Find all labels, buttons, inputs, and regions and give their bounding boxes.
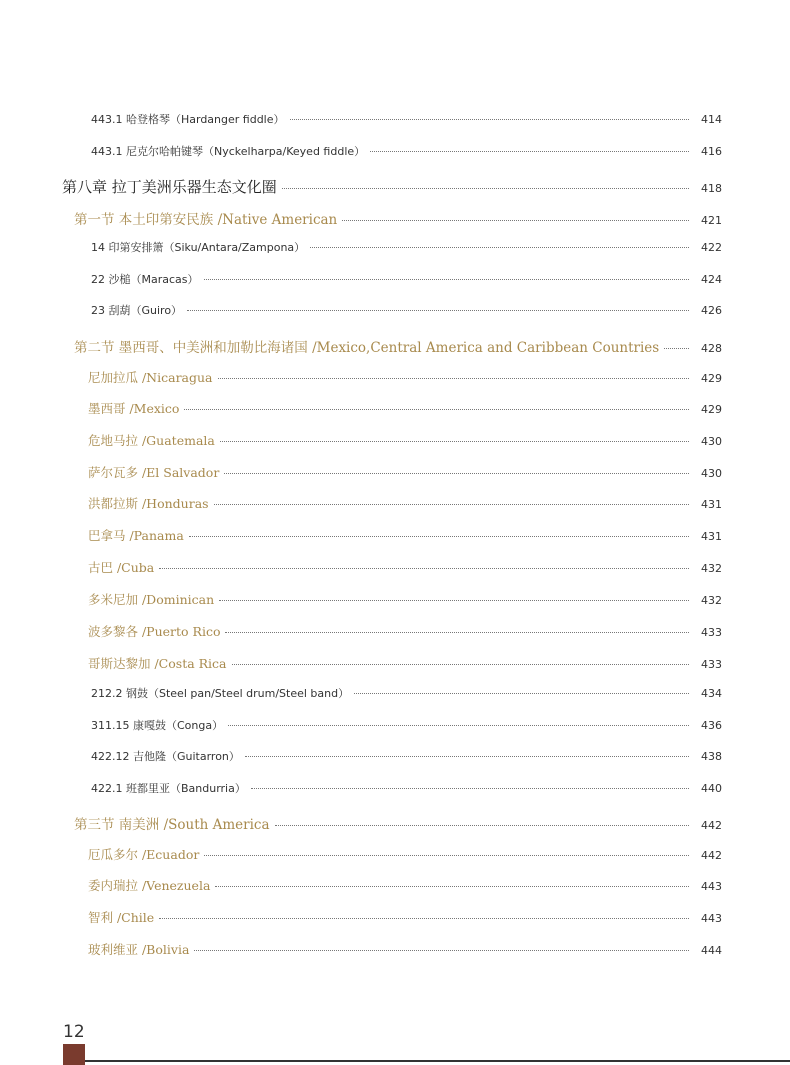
toc-entry-label: 巴拿马 /Panama	[88, 528, 184, 543]
dot-leader	[225, 632, 689, 633]
toc-entry-label: 危地马拉 /Guatemala	[88, 433, 215, 448]
toc-entry-label: 23 刮葫（Guiro）	[91, 304, 183, 317]
dot-leader	[370, 151, 689, 152]
toc-entry-country	[88, 940, 722, 958]
toc-entry-page: 429	[701, 372, 722, 385]
dot-leader	[194, 950, 689, 951]
toc-entry-page: 418	[701, 182, 722, 195]
toc-entry-page: 433	[701, 658, 722, 671]
toc-entry-country	[88, 431, 722, 449]
toc-entry-section	[74, 208, 722, 228]
toc-entry-page: 424	[701, 273, 722, 286]
dot-leader	[342, 220, 689, 221]
toc-entry-page: 433	[701, 626, 722, 639]
dot-leader	[220, 441, 689, 442]
toc-entry-country	[88, 622, 722, 640]
dot-leader	[215, 886, 689, 887]
dot-leader	[219, 600, 689, 601]
toc-entry-label: 第二节 墨西哥、中美洲和加勒比海诸国 /Mexico,Central America and Caribbean Countries	[74, 340, 660, 356]
dot-leader	[159, 918, 689, 919]
toc-entry-country	[88, 368, 722, 386]
toc-entry-country	[88, 908, 722, 926]
dot-leader	[214, 504, 689, 505]
toc-entry-page: 426	[701, 304, 722, 317]
dot-leader	[184, 409, 689, 410]
toc-entry-item	[91, 143, 722, 159]
toc-entry-country	[88, 399, 722, 417]
toc-entry-page: 430	[701, 467, 722, 480]
dot-leader	[245, 756, 689, 757]
toc-entry-page: 428	[701, 342, 722, 355]
toc-entry-page: 438	[701, 750, 722, 763]
toc-entry-section	[74, 813, 722, 833]
dot-leader	[189, 536, 689, 537]
toc-entry-label: 洪都拉斯 /Honduras	[88, 496, 209, 511]
toc-entry-label: 厄瓜多尔 /Ecuador	[88, 847, 200, 862]
toc-entry-label: 311.15 康嘎鼓（Conga）	[91, 719, 224, 732]
dot-leader	[204, 279, 689, 280]
toc-entry-country	[88, 463, 722, 481]
toc-entry-page: 422	[701, 241, 722, 254]
dot-leader	[282, 188, 689, 189]
dot-leader	[290, 119, 689, 120]
dot-leader	[251, 788, 689, 789]
toc-entry-page: 421	[701, 214, 722, 227]
toc-entry-page: 416	[701, 145, 722, 158]
toc-entry-item	[91, 239, 722, 255]
toc-entry-page: 436	[701, 719, 722, 732]
toc-entry-country	[88, 876, 722, 894]
dot-leader	[224, 473, 689, 474]
toc-entry-item	[91, 271, 722, 287]
toc-entry-item	[91, 302, 722, 318]
dot-leader	[232, 664, 689, 665]
toc-entry-country	[88, 526, 722, 544]
toc-entry-label: 443.1 哈登格琴（Hardanger fiddle）	[91, 113, 285, 126]
toc-entry-page: 429	[701, 403, 722, 416]
toc-entry-label: 委内瑞拉 /Venezuela	[88, 878, 211, 893]
toc-entry-page: 444	[701, 944, 722, 957]
toc-entry-section	[74, 336, 722, 356]
dot-leader	[204, 855, 689, 856]
dot-leader	[159, 568, 689, 569]
bottom-rule	[85, 1060, 790, 1062]
toc-entry-item	[91, 748, 722, 764]
toc-entry-page: 443	[701, 912, 722, 925]
toc-entry-page: 430	[701, 435, 722, 448]
toc-entry-label: 第一节 本土印第安民族 /Native American	[74, 212, 338, 228]
toc-entry-label: 智利 /Chile	[88, 910, 155, 925]
toc-entry-page: 434	[701, 687, 722, 700]
dot-leader	[354, 693, 689, 694]
toc-entry-page: 431	[701, 498, 722, 511]
page-number: 12	[63, 1022, 85, 1042]
toc-entry-label: 尼加拉瓜 /Nicaragua	[88, 370, 213, 385]
toc-entry-label: 玻利维亚 /Bolivia	[88, 942, 190, 957]
toc-entry-chapter	[62, 176, 722, 197]
toc-entry-item	[91, 717, 722, 733]
toc-entry-country	[88, 558, 722, 576]
toc-entry-page: 431	[701, 530, 722, 543]
toc-entry-label: 多米尼加 /Dominican	[88, 592, 215, 607]
toc-entry-label: 422.12 吉他隆（Guitarron）	[91, 750, 240, 763]
toc-entry-label: 第八章 拉丁美洲乐器生态文化圈	[62, 178, 277, 196]
toc-entry-label: 443.1 尼克尔哈帕键琴（Nyckelharpa/Keyed fiddle）	[91, 145, 366, 158]
toc-entry-label: 墨西哥 /Mexico	[88, 401, 180, 416]
toc-entry-label: 212.2 钢鼓（Steel pan/Steel drum/Steel band）	[91, 687, 350, 700]
toc-entry-page: 440	[701, 782, 722, 795]
dot-leader	[228, 725, 689, 726]
toc-entry-page: 442	[701, 849, 722, 862]
toc-entry-label: 哥斯达黎加 /Costa Rica	[88, 656, 227, 671]
toc-entry-label: 萨尔瓦多 /El Salvador	[88, 465, 220, 480]
toc-entry-label: 22 沙槌（Maracas）	[91, 273, 199, 286]
toc-entry-item	[91, 111, 722, 127]
toc-entry-item	[91, 685, 722, 701]
toc-entry-page: 432	[701, 594, 722, 607]
toc-entry-label: 第三节 南美洲 /South America	[74, 817, 270, 833]
toc-entry-page: 414	[701, 113, 722, 126]
dot-leader	[187, 310, 689, 311]
toc-entry-label: 422.1 班都里亚（Bandurria）	[91, 782, 246, 795]
dot-leader	[275, 825, 689, 826]
toc-entry-country	[88, 845, 722, 863]
dot-leader	[310, 247, 689, 248]
dot-leader	[664, 348, 689, 349]
toc-entry-page: 443	[701, 880, 722, 893]
page-tab-marker	[63, 1044, 85, 1065]
toc-entry-page: 442	[701, 819, 722, 832]
toc-entry-label: 波多黎各 /Puerto Rico	[88, 624, 221, 639]
toc-entry-label: 14 印第安排箫（Siku/Antara/Zampona）	[91, 241, 306, 254]
dot-leader	[218, 378, 689, 379]
toc-entry-country	[88, 494, 722, 512]
toc-entry-item	[91, 780, 722, 796]
toc-entry-country	[88, 654, 722, 672]
toc-entry-country	[88, 590, 722, 608]
toc-entry-page: 432	[701, 562, 722, 575]
toc-entry-label: 古巴 /Cuba	[88, 560, 155, 575]
